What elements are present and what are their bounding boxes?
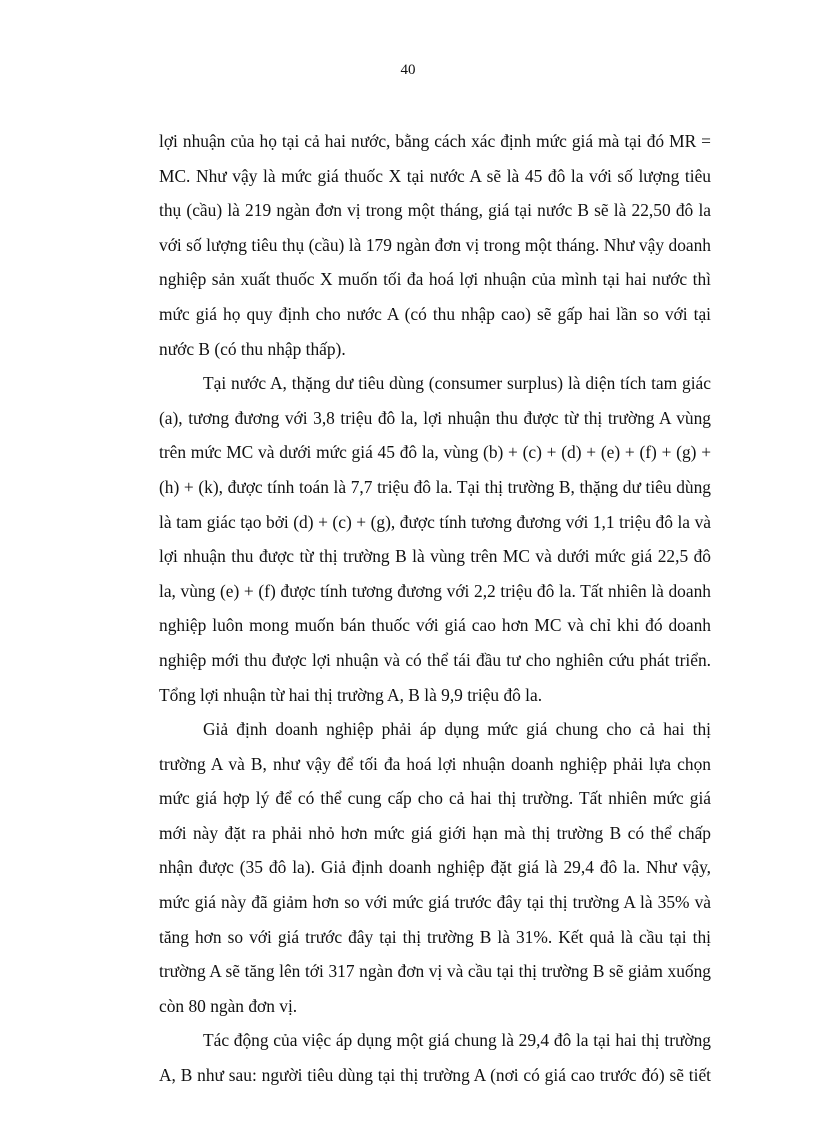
- paragraph-consumer-surplus: Tại nước A, thặng dư tiêu dùng (consumer surplus) là diện tích tam giác (a), tương đương với 3,8 triệu đô la, lợi nhuận thu được từ thị trường A vùng trên mức MC và dưới mức giá 45 đô la, vùng (b) + (c) + (d) + (e) + (f) + (g) + (h) + (k), được tính toán là 7,7 triệu đô la. Tại thị trường B, thặng dư tiêu dùng là tam giác tạo bởi (d) + (c) + (g), được tính tương đương với 1,1 triệu đô la và lợi nhuận thu được từ thị trường B là vùng trên MC và dưới mức giá 22,5 đô la, vùng (e) + (f) được tính tương đương với 2,2 triệu đô la. Tất nhiên là doanh nghiệp luôn mong muốn bán thuốc với giá cao hơn MC và chỉ khi đó doanh nghiệp mới thu được lợi nhuận và có thể tái đầu tư cho nghiên cứu phát triển. Tổng lợi nhuận từ hai thị trường A, B là 9,9 triệu đô la.: [159, 373, 711, 705]
- paragraph-continued: lợi nhuận của họ tại cả hai nước, bằng cách xác định mức giá mà tại đó MR = MC. Như vậy là mức giá thuốc X tại nước A sẽ là 45 đô la với số lượng tiêu thụ (cầu) là 219 ngàn đơn vị trong một tháng, giá tại nước B sẽ là 22,50 đô la với số lượng tiêu thụ (cầu) là 179 ngàn đơn vị trong một tháng. Như vậy doanh nghiệp sản xuất thuốc X muốn tối đa hoá lợi nhuận của mình tại hai nước thì mức giá họ quy định cho nước A (có thu nhập cao) sẽ gấp hai lần so với tại nước B (có thu nhập thấp).: [159, 131, 711, 359]
- body-text: [159, 124, 711, 1093]
- page-number: 40: [400, 62, 416, 78]
- paragraph-impact: Tác động của việc áp dụng một giá chung là 29,4 đô la tại hai thị trường A, B như sau: người tiêu dùng tại thị trường A (nơi có giá cao trước đó) sẽ tiết: [159, 1030, 711, 1086]
- paragraph-common-price: Giả định doanh nghiệp phải áp dụng mức giá chung cho cả hai thị trường A và B, như vậy để tối đa hoá lợi nhuận doanh nghiệp phải lựa chọn mức giá hợp lý để có thể cung cấp cho cả hai thị trường. Tất nhiên mức giá mới này đặt ra phải nhỏ hơn mức giá giới hạn mà thị trường B có thể chấp nhận được (35 đô la). Giả định doanh nghiệp đặt giá là 29,4 đô la. Như vậy, mức giá này đã giảm hơn so với mức giá trước đây tại thị trường A là 35% và tăng hơn so với giá trước đây tại thị trường B là 31%. Kết quả là cầu tại thị trường A sẽ tăng lên tới 317 ngàn đơn vị và cầu tại thị trường B sẽ giảm xuống còn 80 ngàn đơn vị.: [159, 719, 711, 1016]
